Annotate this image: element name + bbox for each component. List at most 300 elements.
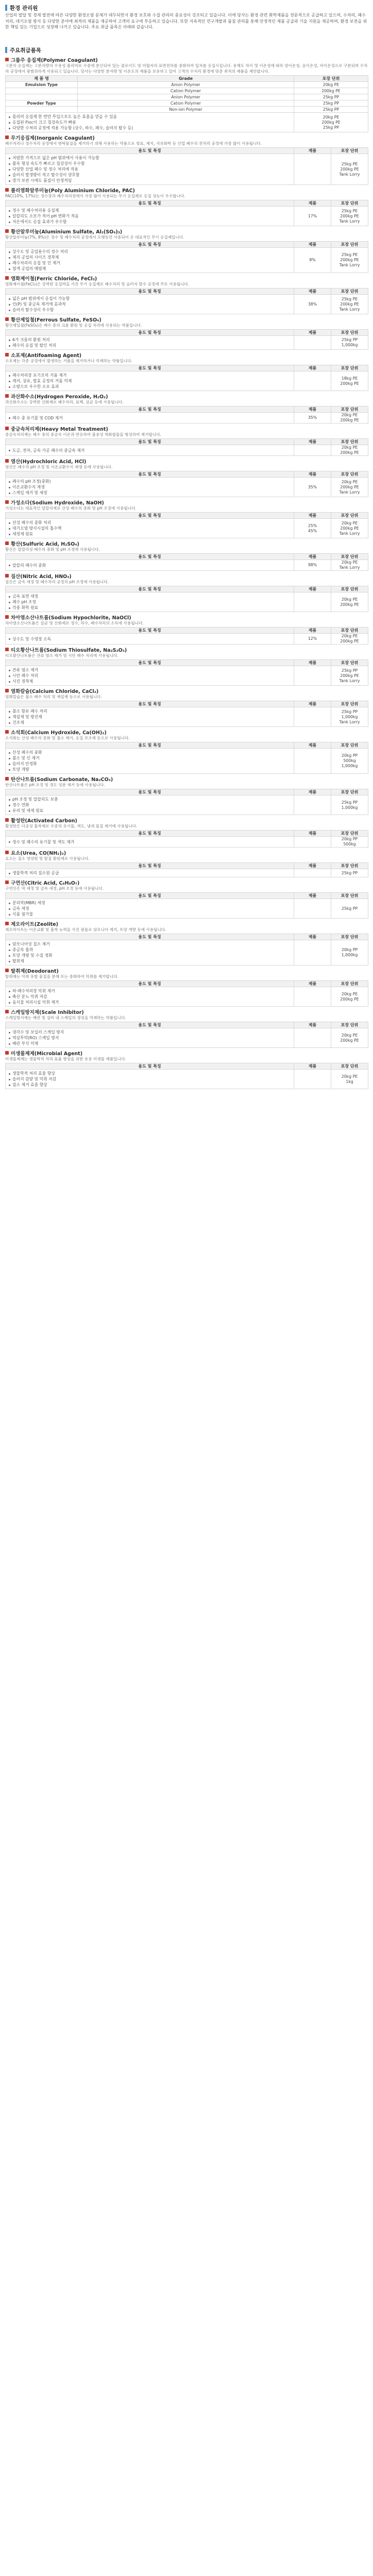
package-cell: 25kg PP <box>331 869 368 877</box>
product-cell: 38% <box>294 295 331 314</box>
product-cell <box>294 371 331 391</box>
category-title-text: 황산(Sulfuric Acid, H₂SO₄) <box>11 541 79 547</box>
table-header-cell: 포장 단위 <box>331 471 368 478</box>
spec-table <box>5 789 368 815</box>
product-cell <box>294 749 331 774</box>
bullet-icon <box>9 158 10 159</box>
category-block <box>5 275 368 314</box>
bullet-icon <box>9 596 10 598</box>
feature-text: 염색 공업의 매염제 <box>12 266 46 271</box>
package-cell: 25kg PP 1,000kg <box>331 795 368 815</box>
bullet-icon <box>9 1032 10 1033</box>
feature-item <box>9 802 291 808</box>
category-description: 요소는 질소 영양원 및 탈질 환원제로 사용됩니다. <box>5 856 90 861</box>
bullet-icon <box>9 1043 10 1045</box>
category-marker-icon <box>5 851 9 854</box>
bullet-icon <box>9 493 10 494</box>
feature-item <box>9 594 291 599</box>
bullet-icon <box>9 711 10 713</box>
feature-text: 다양한 수처리 공정에 적용 가능함 (상수, 하수, 폐수, 슬러지 탈수 등) <box>12 126 133 130</box>
category-title <box>5 134 368 141</box>
category-title <box>5 879 368 886</box>
package-cell: 20kg PE 200kg PE <box>331 1028 368 1048</box>
table-header-cell: 제품 <box>294 586 331 592</box>
category-title <box>5 56 368 63</box>
feature-item <box>9 994 291 999</box>
table-header-cell: 포장 단위 <box>331 513 368 519</box>
category-block <box>5 1008 368 1048</box>
feature-item <box>9 750 291 755</box>
category-title <box>5 275 368 281</box>
table-header-cell: 포장 단위 <box>331 242 368 248</box>
feature-item <box>9 249 291 255</box>
spec-table <box>5 553 368 571</box>
category-title <box>5 775 368 782</box>
category-title-text: 탄산나트륨(Sodium Carbonate, Na₂CO₃) <box>11 776 113 783</box>
bullet-icon <box>9 263 10 264</box>
table-row <box>6 82 368 88</box>
table-row <box>6 592 368 612</box>
category-title-text: 염화제이철(Ferric Chloride, FeCl₃) <box>11 276 97 282</box>
bullet-icon <box>9 128 10 129</box>
feature-text: 분리막(MBR) 세정 <box>12 901 45 905</box>
category-marker-icon <box>5 276 9 280</box>
table-row <box>6 1070 368 1089</box>
table-header-cell: 제품 <box>294 628 331 634</box>
category-title <box>5 614 368 620</box>
bullet-icon <box>9 903 10 904</box>
feature-text: 음식물 처리시설 악취 제거 <box>12 1000 59 1005</box>
spec-table <box>5 147 368 185</box>
category-description: 제오라이트는 이온교환 및 흡착 능력을 가진 광물로 암모니아 제거, 토양 개량 등에 사용됩니다. <box>5 927 166 932</box>
spec-table <box>5 934 368 965</box>
category-title-text: 소석회(Calcium Hydroxide, Ca(OH)₂) <box>11 730 107 736</box>
table-header-cell: 용도 및 특징 <box>6 660 294 666</box>
category-title <box>5 393 368 399</box>
table-header-cell: 포장 단위 <box>331 628 368 634</box>
table-header-cell: 용도 및 특징 <box>6 934 294 940</box>
product-cell <box>294 987 331 1007</box>
table-header-cell: 용도 및 특징 <box>6 439 294 445</box>
package-cell: 20kg PE 200kg PE <box>331 413 368 423</box>
feature-cell <box>6 837 294 848</box>
feature-text: 배관 부식 억제 <box>12 1041 39 1046</box>
feature-item <box>9 839 291 845</box>
package-cell: 25kg PE 200kg PE Tank Lorry <box>331 295 368 314</box>
category-title <box>5 351 368 358</box>
table-row <box>6 478 368 497</box>
table-cell: Cation Polymer <box>78 100 294 107</box>
category-title-text: 가성소다(Sodium Hydroxide, NaOH) <box>11 500 104 506</box>
table-cell <box>6 94 78 100</box>
category-marker-icon <box>5 394 9 398</box>
feature-text: 냉각수 및 보일러 스케일 방지 <box>12 1030 64 1035</box>
category-block <box>5 967 368 1007</box>
table-row <box>6 749 368 774</box>
spec-table <box>5 862 368 877</box>
category-title-text: 염산(Hydrochloric Acid, HCl) <box>11 459 87 465</box>
table-header-cell: 포장 단위 <box>331 863 368 869</box>
table-header-cell: 포장 단위 <box>331 934 368 940</box>
package-cell: 20kg PE 200kg PE 25kg PP <box>294 113 368 132</box>
package-cell: 18kg PE 200kg PE <box>331 371 368 391</box>
feature-item <box>9 372 291 378</box>
table-header-cell: 용도 및 특징 <box>6 893 294 899</box>
feature-cell <box>6 707 294 727</box>
bullet-icon <box>9 450 10 451</box>
table-row <box>6 869 368 877</box>
bullet-icon <box>9 638 10 640</box>
table-cell: Powder Type <box>6 100 78 107</box>
bullet-icon <box>9 607 10 609</box>
table-cell: 25kg PP <box>294 107 368 113</box>
feature-item <box>9 667 291 673</box>
spec-table <box>5 1022 368 1048</box>
feature-text: 질소 제거 효율 향상 <box>12 1082 47 1087</box>
category-title-text: 염화칼슘(Calcium Chloride, CaCl₂) <box>11 688 99 694</box>
bullet-icon <box>9 991 10 992</box>
feature-text: 산성 폐수의 중화 처리 <box>12 520 52 525</box>
bullet-icon <box>9 528 10 530</box>
feature-cell <box>6 940 294 965</box>
category-block <box>5 1049 368 1089</box>
feature-cell <box>6 869 294 877</box>
feature-item <box>9 999 291 1005</box>
table-cell: Emulsion Type <box>6 82 78 88</box>
table-row <box>6 987 368 1007</box>
category-block <box>5 646 368 686</box>
category-list <box>5 56 368 1089</box>
table-header-cell: 포장 단위 <box>331 406 368 413</box>
table-header-cell: 제품 <box>294 981 331 987</box>
category-marker-icon <box>5 58 9 61</box>
table-header-cell: 포장 단위 <box>331 330 368 336</box>
feature-item <box>9 301 291 307</box>
bullet-icon <box>9 675 10 677</box>
category-title-text: 그룹주 응집제(Polymer Coagulant) <box>11 57 98 63</box>
category-block <box>5 228 368 273</box>
bullet-icon <box>9 769 10 771</box>
category-description: 중금속처리제는 폐수 중의 중금속 이온과 반응하여 불용성 착화합물을 형성하여 제거합니다. <box>5 432 161 437</box>
category-title-text: 미생물제제(Microbial Agent) <box>11 1050 83 1057</box>
feature-item <box>9 1029 291 1035</box>
feature-text: 저렴한 가격으로 넓은 pH 범위에서 사용이 가능함 <box>12 156 99 160</box>
table-row <box>6 100 368 107</box>
feature-item <box>9 120 291 125</box>
page <box>0 3 373 1096</box>
category-title-text: 폴리염화알루미늄(Poly Aluminium Chloride, PAC) <box>11 188 135 194</box>
bullet-icon <box>9 222 10 223</box>
bullet-icon <box>9 116 10 118</box>
spec-table <box>5 586 368 612</box>
category-block <box>5 614 368 645</box>
bullet-icon <box>9 914 10 916</box>
bullet-icon <box>9 310 10 311</box>
bullet-icon <box>9 522 10 524</box>
category-block <box>5 187 368 226</box>
bullet-icon <box>9 602 10 603</box>
feature-text: 식품 첨가물 <box>12 912 33 917</box>
feature-item <box>9 708 291 714</box>
product-cell <box>294 707 331 727</box>
table-header-cell: 용도 및 특징 <box>6 242 294 248</box>
product-cell: 12% <box>294 634 331 645</box>
package-cell: 20kg PP 1,000kg <box>331 940 368 965</box>
feature-text: pH 조정 및 알칼리도 보충 <box>12 797 58 802</box>
product-cell: 17% <box>294 207 331 226</box>
bullet-icon <box>9 944 10 945</box>
spec-table <box>5 75 368 132</box>
feature-item <box>9 343 291 348</box>
bullet-icon <box>9 163 10 165</box>
category-title-text: 황산제일철(Ferrous Sulfate, FeSO₄) <box>11 317 101 323</box>
table-row <box>6 207 368 226</box>
env-section-text: 산업의 발달 및 경제 발전에 따른 다양한 환경오염 문제가 대두되면서 환경 보호와 수질 관리의 중요성이 강조되고 있습니다. 이에 당사는 환경 관련 화학제품을 전문적으로 공급하고 있으며, 수처리, 폐수처리, 대기오염 방지 등 다양한 분야에 최적의 제품을 제공하여 고객의 요구에 부응하고 있습니다. 또한 지속적인 연구개발과 품질 관리를 통해 안정적인 제품 공급과 기술 지원을 제공하며, 환경 보전을 위한 책임 있는 기업으로 성장해 나가고 있습니다. 주요 취급 품목은 아래와 같습니다. <box>5 13 367 29</box>
category-description: 질산은 금속 세정 및 폐수처리 공정의 pH 조정에 사용됩니다. <box>5 580 109 584</box>
feature-text: 소량으로 우수한 소포 효과 <box>12 384 59 389</box>
category-description: 폐수처리나 정수처리 공정에서 현탁물질을 제거하기 위해 사용하는 약품으로 염료, 제지, 석유화학 등 산업 폐수의 전처리 공정에 가장 많이 사용됩니다. <box>5 141 262 146</box>
feature-cell <box>6 336 294 350</box>
bullet-icon <box>9 670 10 671</box>
bullet-icon <box>9 210 10 212</box>
feature-text: 암모니아성 질소 제거 <box>12 942 50 946</box>
table-header-cell: 제품 <box>294 742 331 749</box>
env-section-title: 환경 관리원 <box>10 5 38 11</box>
feature-cell <box>6 592 294 612</box>
feature-text: 상수도 및 공업용수의 정수 처리 <box>12 249 68 254</box>
category-description: 활성탄은 다공성 흡착제로 수중의 유기물, 색도, 냄새 물질 제거에 사용됩니다. <box>5 824 138 828</box>
category-description: 황산알루미늄(7%, 8%)은 정수 및 폐수처리 공정에서 오랫동안 사용되어 온 대표적인 무기 응집제입니다. <box>5 235 184 240</box>
bullet-icon <box>9 375 10 377</box>
table-cell: 200kg PE <box>294 88 368 94</box>
feature-item <box>9 166 291 172</box>
category-title-text: 소포제(Antifoaming Agent) <box>11 352 82 359</box>
table-header-cell: 제품 <box>294 200 331 207</box>
spec-table <box>5 365 368 391</box>
bullet-icon <box>9 345 10 347</box>
feature-text: 6가 크롬의 환원 처리 <box>12 337 50 342</box>
table-cell <box>6 107 78 113</box>
feature-text: 탈취제 <box>12 959 24 963</box>
bullet-icon <box>9 1038 10 1039</box>
bullet-icon <box>9 1079 10 1080</box>
category-marker-icon <box>5 541 9 545</box>
feature-text: 제설제 및 방진제 <box>12 715 42 719</box>
package-cell: 20kg PE 200kg PE <box>331 592 368 612</box>
category-marker-icon <box>5 922 9 925</box>
feature-item <box>9 415 291 421</box>
env-section-body <box>5 12 368 42</box>
feature-text: 스케일 제거 및 세정 <box>12 490 47 495</box>
bullet-icon <box>9 268 10 270</box>
category-title <box>5 499 368 505</box>
feature-text: 건조제 <box>12 720 24 725</box>
feature-item <box>9 1076 291 1082</box>
bullet-icon <box>9 122 10 124</box>
table-header-cell: Grade <box>78 76 294 82</box>
spec-table <box>5 627 368 645</box>
package-cell: 20kg PE 200kg PE Tank Lorry <box>331 478 368 497</box>
feature-text: 슬러지 발생량이 적고 탈수성이 양호함 <box>12 173 80 177</box>
feature-item <box>9 526 291 531</box>
category-description: 탈취제는 악취 유발 물질을 분해 또는 중화하여 악취를 제거합니다. <box>5 974 118 979</box>
bullet-icon <box>9 758 10 759</box>
table-header-cell: 포장 단위 <box>331 660 368 666</box>
category-marker-icon <box>5 353 9 357</box>
feature-text: 축산 분뇨 악취 저감 <box>12 994 47 999</box>
table-header-cell: 용도 및 특징 <box>6 471 294 478</box>
bullet-icon <box>9 481 10 483</box>
feature-text: 폐수처리의 응집 및 인 제거 <box>12 261 60 265</box>
bullet-icon <box>9 681 10 683</box>
category-description: 스케일방지제는 배관 및 설비 내 스케일의 생성을 억제하는 약품입니다. <box>5 1015 126 1020</box>
feature-item <box>9 1071 291 1076</box>
category-marker-icon <box>5 1010 9 1013</box>
feature-item <box>9 490 291 496</box>
spec-table <box>5 659 368 686</box>
feature-item <box>9 958 291 964</box>
feature-item <box>9 1041 291 1046</box>
table-header-cell: 용도 및 특징 <box>6 1022 294 1028</box>
feature-cell <box>6 371 294 391</box>
category-title <box>5 849 368 856</box>
feature-text: 폴리머 응집제 한 번만 투입으로도 높은 효율을 얻을 수 있음 <box>12 114 117 119</box>
table-header-cell: 용도 및 특징 <box>6 586 294 592</box>
feature-item <box>9 870 291 876</box>
category-title-text: 탈취제(Deodorant) <box>11 968 59 974</box>
spec-table <box>5 288 368 314</box>
category-title <box>5 187 368 193</box>
feature-item <box>9 114 291 120</box>
product-section-header <box>5 45 368 55</box>
bullet-icon <box>9 752 10 754</box>
feature-item <box>9 213 291 219</box>
table-header-cell: 포장 단위 <box>331 701 368 707</box>
feature-item <box>9 599 291 605</box>
feature-text: 정수 및 폐수의 유기물 및 색도 제거 <box>12 839 75 844</box>
feature-text: 저온에서도 응집 효과가 우수함 <box>12 219 67 224</box>
bullet-icon <box>9 955 10 957</box>
category-marker-icon <box>5 689 9 692</box>
category-marker-icon <box>5 880 9 884</box>
feature-item <box>9 941 291 947</box>
feature-cell <box>6 154 294 185</box>
category-title <box>5 425 368 432</box>
category-title-text: 제오라이트(Zeolite) <box>11 921 58 927</box>
table-header-cell: 포장 단위 <box>331 200 368 207</box>
product-cell <box>294 795 331 815</box>
spec-table <box>5 830 368 848</box>
category-description: 탄산나트륨은 pH 조정 및 경도 성분 제거 등에 사용됩니다. <box>5 783 105 787</box>
bullet-icon <box>9 1073 10 1075</box>
category-marker-icon <box>5 1051 9 1055</box>
category-block <box>5 499 368 538</box>
bullet-icon <box>9 565 10 566</box>
bullet-icon <box>9 764 10 765</box>
category-marker-icon <box>5 574 9 578</box>
feature-item <box>9 479 291 484</box>
bullet-icon <box>9 251 10 253</box>
feature-item <box>9 125 291 131</box>
table-header-cell: 제품 <box>294 893 331 899</box>
bullet-icon <box>9 1002 10 1004</box>
table-row <box>6 371 368 391</box>
feature-text: 대기오염 방지시설의 흡수액 <box>12 526 62 531</box>
feature-text: 불소 함유 폐수 처리 <box>12 709 47 714</box>
category-block <box>5 56 368 132</box>
package-cell: 20kg PP 500kg 1,000kg <box>331 749 368 774</box>
category-title <box>5 572 368 579</box>
table-row <box>6 634 368 645</box>
product-cell: 35% <box>294 413 331 423</box>
product-cell: 98% <box>294 560 331 571</box>
table-header-cell: 제품 <box>294 406 331 413</box>
feature-item <box>9 947 291 953</box>
feature-text: 금속 세정 <box>12 906 29 911</box>
spec-table <box>5 241 368 273</box>
table-row <box>6 336 368 350</box>
category-block <box>5 425 368 456</box>
feature-item <box>9 953 291 958</box>
product-cell: 8% <box>294 248 331 273</box>
feature-text: 플록 형성 속도가 빠르고 침강성이 우수함 <box>12 161 85 166</box>
feature-item <box>9 260 291 266</box>
table-header-cell: 용도 및 특징 <box>6 981 294 987</box>
category-marker-icon <box>5 615 9 619</box>
table-header-cell: 제품 <box>294 789 331 795</box>
category-marker-icon <box>5 459 9 463</box>
table-header-cell: 포장 단위 <box>331 742 368 749</box>
table-cell: 25kg PP <box>294 100 368 107</box>
category-title-text: 과산화수소(Hydrogen Peroxide, H₂O₂) <box>11 394 108 400</box>
bullet-icon <box>9 873 10 874</box>
category-title-text: 질산(Nitric Acid, HNO₃) <box>11 573 72 580</box>
category-title <box>5 817 368 823</box>
product-cell: 35% <box>294 478 331 497</box>
category-title <box>5 1049 368 1056</box>
table-cell <box>6 88 78 94</box>
category-description: 가성소다는 대표적인 알칼리제로 산성 폐수의 중화 및 pH 조정에 사용됩니다. <box>5 506 137 511</box>
env-section-header <box>5 3 368 12</box>
table-header-cell: 용도 및 특징 <box>6 406 294 413</box>
package-cell: 20kg PE 1kg <box>331 1070 368 1089</box>
feature-item <box>9 384 291 389</box>
feature-item <box>9 208 291 213</box>
feature-item <box>9 255 291 260</box>
feature-cell <box>6 113 294 132</box>
category-marker-icon <box>5 969 9 972</box>
feature-item <box>9 266 291 272</box>
category-block <box>5 920 368 965</box>
feature-text: 슬러지 감량 및 악취 저감 <box>12 1077 57 1081</box>
feature-item <box>9 531 291 537</box>
feature-text: 이온교환수지 재생 <box>12 485 45 489</box>
category-description: 미생물제제는 생물학적 처리 효율 향상을 위한 유용 미생물 제품입니다. <box>5 1057 126 1061</box>
product-section-title: 주요취급품목 <box>10 47 41 54</box>
package-cell: 25kg PE 200kg PE Tank Lorry <box>331 248 368 273</box>
table-row <box>6 248 368 273</box>
category-title-text: 구연산(Citric Acid, C₆H₈O₇) <box>11 880 80 886</box>
feature-text: 중금속 흡착 <box>12 947 33 952</box>
table-row <box>6 113 368 132</box>
package-cell: 25kg PE 200kg PE Tank Lorry <box>331 154 368 185</box>
package-cell: 20kg PP 500kg <box>331 837 368 848</box>
package-cell: 20kg PE 200kg PE <box>331 634 368 645</box>
feature-item <box>9 172 291 178</box>
category-title-text: 티오황산나트륨(Sodium Thiosulfate, Na₂S₂O₃) <box>11 647 127 653</box>
feature-text: 각종 화학 원료 <box>12 605 39 610</box>
table-header-cell: 제품 <box>294 1063 331 1070</box>
